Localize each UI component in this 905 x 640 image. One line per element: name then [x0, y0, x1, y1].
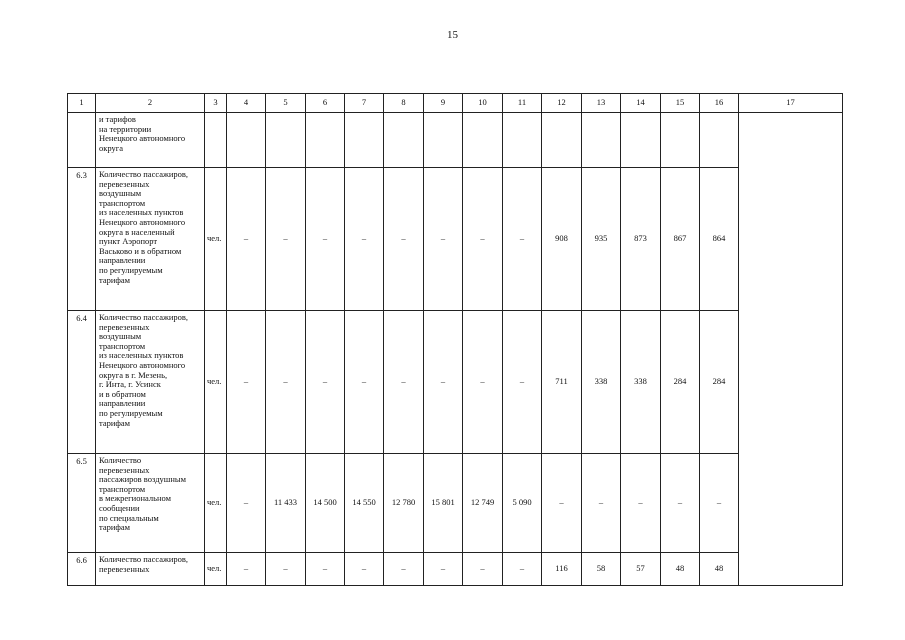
description-line: по регулируемым [99, 264, 163, 275]
description-line: по регулируемым [99, 407, 163, 418]
value-cell [266, 113, 306, 168]
description-line: Количество пассажиров, [99, 554, 189, 564]
value-cell [503, 113, 542, 168]
value-cell: 116 [542, 553, 582, 586]
value-cell: – [266, 311, 306, 454]
value-cell: 14 500 [306, 454, 345, 553]
value-cell: – [227, 553, 266, 586]
column-header: 9 [424, 94, 463, 113]
value-cell: 5 090 [503, 454, 542, 553]
description-line: тарифам [99, 522, 131, 533]
value-cell: – [424, 553, 463, 586]
column-header: 3 [205, 94, 227, 113]
value-cell: – [345, 553, 384, 586]
value-cell [306, 113, 345, 168]
description-line: Количество пассажиров, [99, 169, 189, 179]
description-line: и в обратном [99, 388, 146, 399]
value-cell: 284 [700, 311, 739, 454]
value-cell [463, 113, 503, 168]
description-line: Васьково и в обратном [99, 245, 182, 256]
value-cell [661, 113, 700, 168]
description-line: перевезенных [99, 464, 150, 475]
value-cell [542, 113, 582, 168]
value-cell: – [345, 168, 384, 311]
value-cell: – [503, 311, 542, 454]
value-cell: – [306, 168, 345, 311]
row-description [96, 454, 205, 553]
column-header: 16 [700, 94, 739, 113]
column-header: 14 [621, 94, 661, 113]
unit-cell: чел. [205, 454, 227, 553]
description-line: воздушным [99, 331, 142, 342]
value-cell: – [424, 311, 463, 454]
description-line: по специальным [99, 512, 159, 523]
value-cell: – [582, 454, 621, 553]
value-cell: 867 [661, 168, 700, 311]
column-header: 11 [503, 94, 542, 113]
value-cell: – [661, 454, 700, 553]
value-cell [345, 113, 384, 168]
table-row [68, 553, 843, 586]
row-description [96, 168, 205, 311]
value-cell: – [384, 311, 424, 454]
description-line: тарифам [99, 417, 131, 428]
value-cell: 14 550 [345, 454, 384, 553]
value-cell: – [227, 311, 266, 454]
table-row [68, 168, 843, 311]
table-row [68, 454, 843, 553]
description-line: в межрегиональном [99, 493, 172, 504]
value-cell: 338 [621, 311, 661, 454]
description-line: из населенных пунктов [99, 207, 184, 218]
table-row [68, 113, 843, 168]
value-cell: – [227, 454, 266, 553]
value-cell: – [700, 454, 739, 553]
header-row [68, 94, 843, 113]
column-header: 10 [463, 94, 503, 113]
value-cell: 711 [542, 311, 582, 454]
column-header: 15 [661, 94, 700, 113]
value-cell: 873 [621, 168, 661, 311]
value-cell: 58 [582, 553, 621, 586]
description-line: округа в г. Мезень, [99, 369, 168, 380]
description-line: воздушным [99, 188, 142, 199]
value-cell: – [503, 168, 542, 311]
notes-cell [739, 113, 843, 586]
value-cell: – [227, 168, 266, 311]
description-line: перевезенных [99, 321, 150, 332]
description-line: на территории [99, 123, 152, 134]
column-header: 6 [306, 94, 345, 113]
column-header: 8 [384, 94, 424, 113]
row-number: 6.6 [68, 553, 96, 586]
description-line: Ненецкого автономного [99, 359, 186, 370]
row-number: 6.4 [68, 311, 96, 454]
value-cell [424, 113, 463, 168]
value-cell: 338 [582, 311, 621, 454]
description-line: г. Инта, г. Усинск [99, 379, 161, 390]
column-header: 2 [96, 94, 205, 113]
column-header: 4 [227, 94, 266, 113]
value-cell: – [542, 454, 582, 553]
description-line: Количество [99, 455, 142, 465]
value-cell: – [621, 454, 661, 553]
value-cell: 12 780 [384, 454, 424, 553]
value-cell: – [306, 553, 345, 586]
description-line: транспортом [99, 197, 146, 208]
value-cell: 57 [621, 553, 661, 586]
value-cell: – [463, 553, 503, 586]
row-number [68, 113, 96, 168]
data-table [67, 93, 843, 586]
description-line: перевезенных [99, 563, 150, 574]
description-line: Количество пассажиров, [99, 312, 189, 322]
value-cell: 12 749 [463, 454, 503, 553]
value-cell: 935 [582, 168, 621, 311]
row-number: 6.5 [68, 454, 96, 553]
value-cell: – [503, 553, 542, 586]
description-line: из населенных пунктов [99, 350, 184, 361]
description-line: округа в населенный [99, 226, 175, 237]
value-cell: 15 801 [424, 454, 463, 553]
value-cell: – [266, 168, 306, 311]
column-header: 5 [266, 94, 306, 113]
value-cell: – [306, 311, 345, 454]
value-cell: – [266, 553, 306, 586]
description-line: Ненецкого автономного [99, 216, 186, 227]
row-number: 6.3 [68, 168, 96, 311]
value-cell [582, 113, 621, 168]
unit-cell [205, 113, 227, 168]
value-cell [227, 113, 266, 168]
description-line: сообщении [99, 502, 140, 513]
column-header: 7 [345, 94, 384, 113]
description-line: направлении [99, 255, 146, 266]
column-header: 17 [739, 94, 843, 113]
value-cell: 284 [661, 311, 700, 454]
description-line: Ненецкого автономного [99, 133, 186, 144]
row-description [96, 553, 205, 586]
unit-cell: чел. [205, 553, 227, 586]
value-cell: 864 [700, 168, 739, 311]
value-cell: 48 [661, 553, 700, 586]
value-cell: 48 [700, 553, 739, 586]
value-cell: – [384, 168, 424, 311]
unit-cell: чел. [205, 168, 227, 311]
description-line: пункт Аэропорт [99, 236, 158, 247]
description-line: направлении [99, 398, 146, 409]
value-cell: – [463, 311, 503, 454]
description-line: транспортом [99, 483, 146, 494]
value-cell: – [384, 553, 424, 586]
row-description [96, 113, 205, 168]
description-line: перевезенных [99, 178, 150, 189]
value-cell: – [424, 168, 463, 311]
description-line: транспортом [99, 340, 146, 351]
table-row [68, 311, 843, 454]
value-cell [621, 113, 661, 168]
value-cell: 908 [542, 168, 582, 311]
value-cell: – [463, 168, 503, 311]
value-cell [384, 113, 424, 168]
row-description [96, 311, 205, 454]
column-header: 13 [582, 94, 621, 113]
value-cell [700, 113, 739, 168]
page-number: 15 [447, 29, 458, 41]
description-line: тарифам [99, 274, 131, 285]
description-line: и тарифов [99, 114, 136, 124]
description-line: округа [99, 142, 124, 153]
unit-cell: чел. [205, 311, 227, 454]
column-header: 12 [542, 94, 582, 113]
column-header: 1 [68, 94, 96, 113]
value-cell: 11 433 [266, 454, 306, 553]
description-line: пассажиров воздушным [99, 474, 186, 485]
value-cell: – [345, 311, 384, 454]
